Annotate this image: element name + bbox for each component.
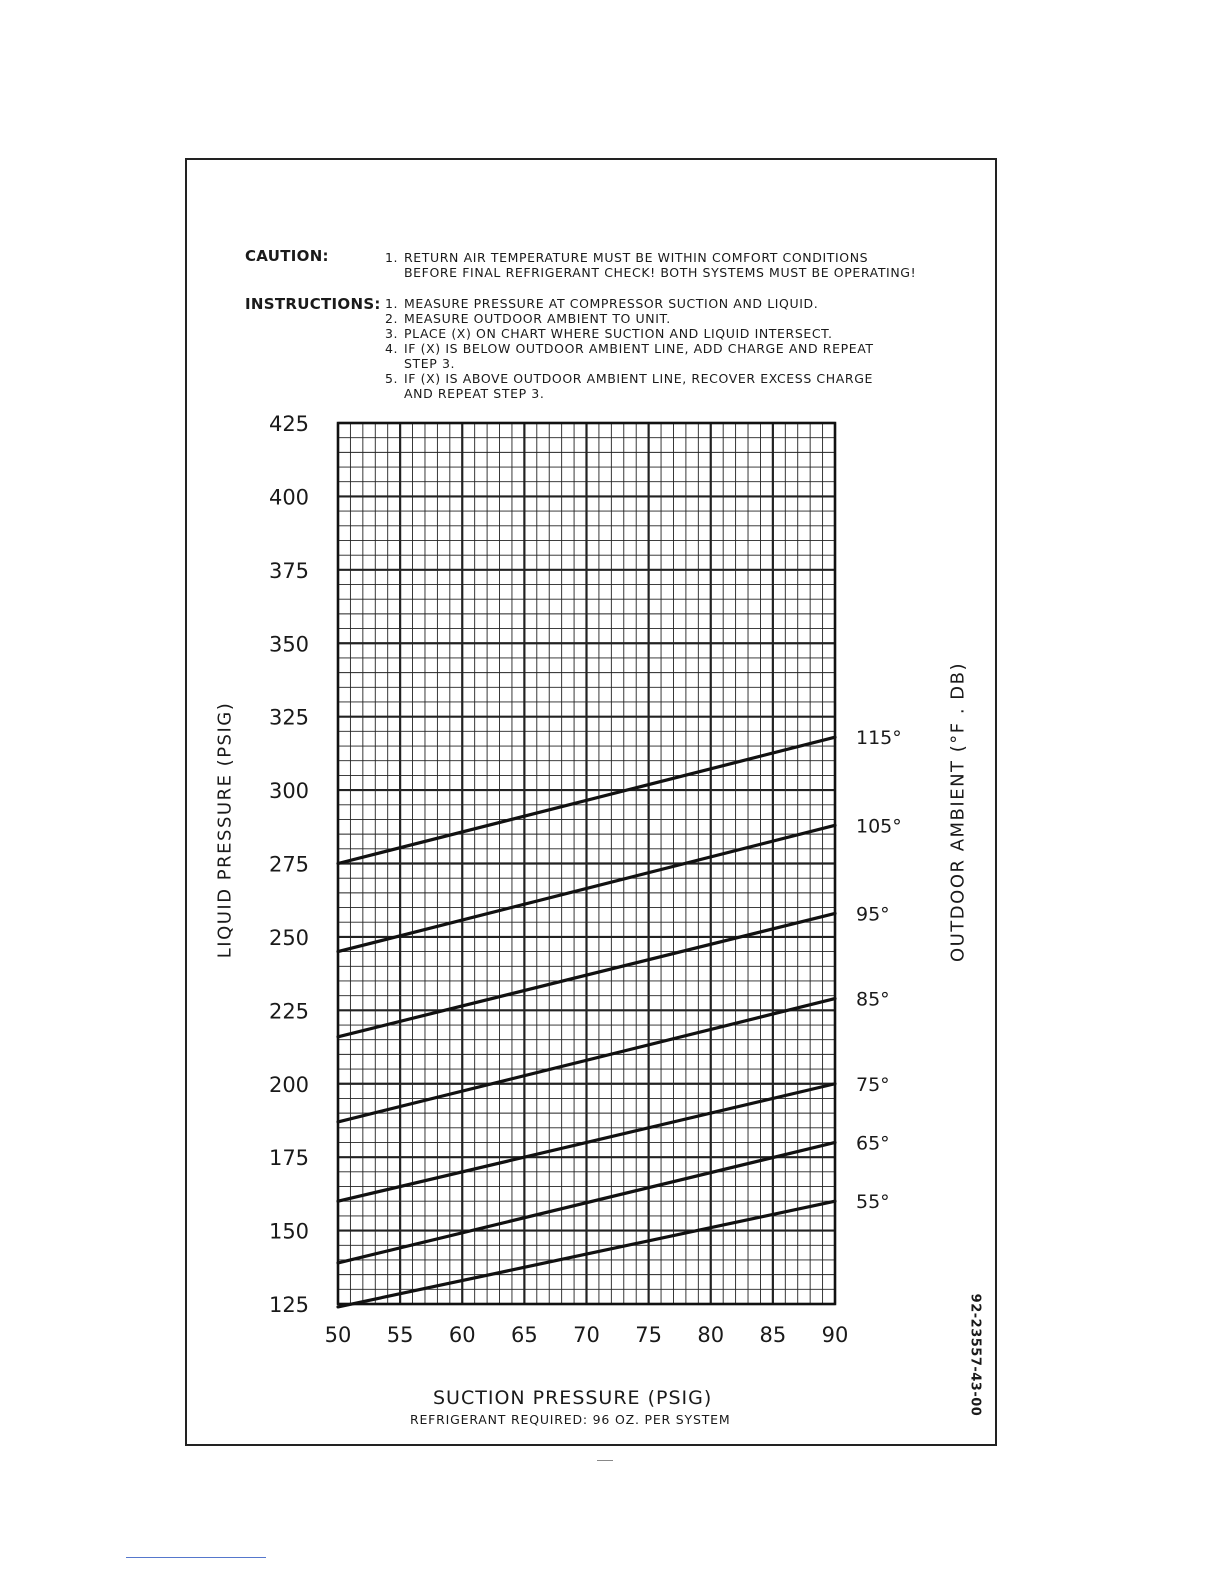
y-tick-label: 375 [268, 558, 310, 583]
y-tick-label: 175 [268, 1146, 310, 1171]
caution-item-line1: RETURN AIR TEMPERATURE MUST BE WITHIN COMFORT CONDITIONS [404, 250, 869, 265]
footnote-rule [126, 1557, 266, 1558]
ambient-label: 105° [856, 815, 902, 838]
ambient-label: 65° [856, 1132, 890, 1155]
y-tick-label: 250 [268, 925, 310, 950]
y-tick-label: 400 [268, 485, 310, 510]
x-tick-label: 65 [511, 1323, 538, 1347]
instruction-number: 3. [385, 326, 399, 341]
x-tick-label: 60 [448, 1323, 476, 1347]
ambient-label: 85° [856, 988, 890, 1011]
instruction-text-continued: AND REPEAT STEP 3. [404, 386, 545, 401]
y-tick-label: 125 [268, 1293, 310, 1317]
instruction-text: IF (X) IS ABOVE OUTDOOR AMBIENT LINE, RECOVER EXCESS CHARGE [404, 371, 873, 386]
ambient-label: 95° [856, 903, 890, 926]
caution-item-line2: BEFORE FINAL REFRIGERANT CHECK! BOTH SYSTEMS MUST BE OPERATING! [404, 265, 917, 280]
instruction-number: 5. [385, 371, 399, 386]
ambient-label: 75° [856, 1073, 890, 1096]
instruction-number: 1. [385, 296, 399, 311]
instruction-text: PLACE (X) ON CHART WHERE SUCTION AND LIQUID INTERSECT. [404, 326, 833, 341]
caution-label: CAUTION: [245, 247, 329, 265]
x-tick-label: 85 [759, 1323, 787, 1347]
x-tick-label: 50 [324, 1323, 352, 1347]
ambient-label: 55° [856, 1191, 890, 1214]
x-tick-label: 70 [573, 1323, 600, 1347]
instruction-text: MEASURE PRESSURE AT COMPRESSOR SUCTION AND LIQUID. [404, 296, 819, 311]
y-tick-label: 200 [268, 1072, 310, 1097]
refrigerant-note: REFRIGERANT REQUIRED: 96 OZ. PER SYSTEM [410, 1412, 731, 1427]
x-tick-label: 90 [821, 1323, 849, 1347]
x-tick-label: 75 [635, 1323, 662, 1347]
document-number: 92-23557-43-00 [967, 1293, 983, 1417]
page-mark [597, 1460, 613, 1461]
y-tick-label: 325 [268, 705, 310, 730]
y-tick-label: 350 [268, 632, 310, 657]
instruction-number: 2. [385, 311, 399, 326]
instruction-number: 4. [385, 341, 399, 356]
x-axis-label: SUCTION PRESSURE (PSIG) [433, 1387, 713, 1409]
ambient-label: 115° [856, 727, 902, 750]
y-tick-label: 275 [268, 852, 310, 877]
instruction-text: IF (X) IS BELOW OUTDOOR AMBIENT LINE, ADD CHARGE AND REPEAT [404, 341, 874, 356]
secondary-axis-label: OUTDOOR AMBIENT (°F . DB) [947, 661, 969, 963]
x-tick-label: 80 [697, 1323, 725, 1347]
instruction-text-continued: STEP 3. [404, 356, 456, 371]
x-tick-label: 55 [386, 1323, 414, 1347]
y-tick-label: 425 [268, 412, 310, 436]
instructions-label: INSTRUCTIONS: [245, 295, 381, 313]
y-tick-label: 300 [268, 779, 310, 804]
y-tick-label: 150 [268, 1219, 310, 1244]
caution-item-number: 1. [385, 250, 399, 265]
y-tick-label: 225 [268, 999, 310, 1024]
y-axis-label: LIQUID PRESSURE (PSIG) [214, 701, 236, 959]
instruction-text: MEASURE OUTDOOR AMBIENT TO UNIT. [404, 311, 671, 326]
